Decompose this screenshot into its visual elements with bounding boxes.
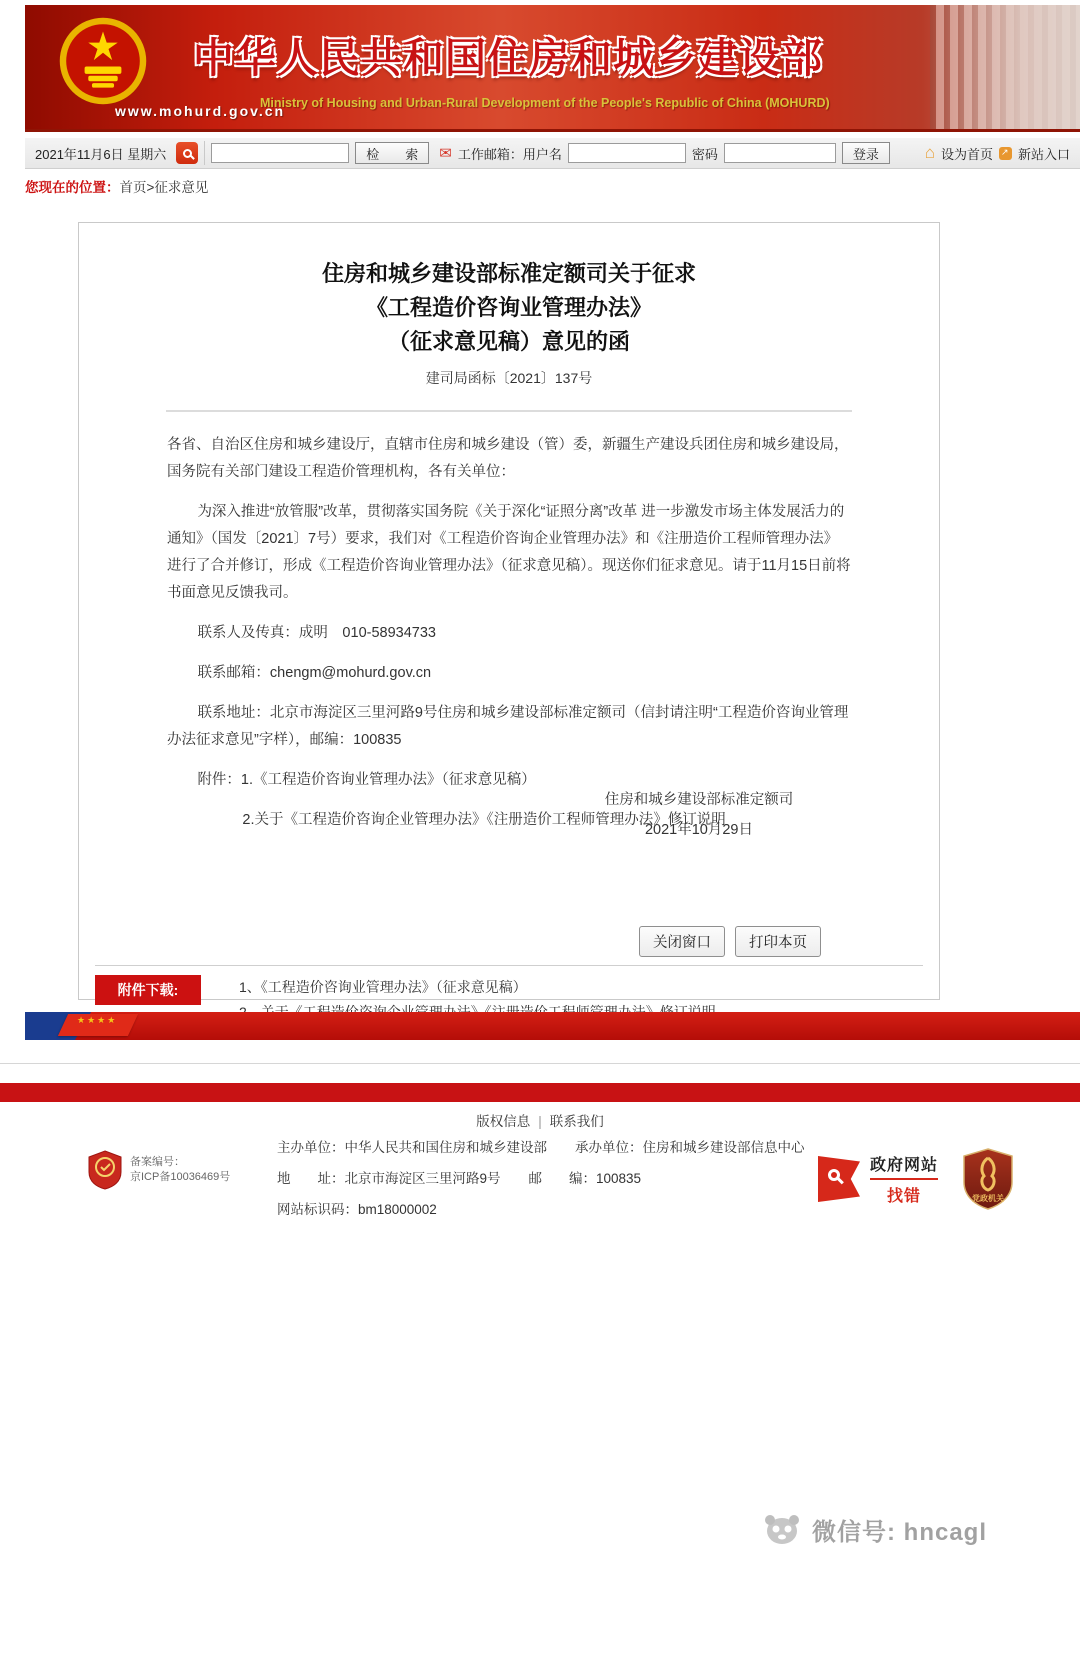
- document-number: 建司局函标〔2021〕137号: [425, 370, 593, 386]
- site-title: 中华人民共和国住房和城乡建设部: [193, 35, 823, 81]
- salutation: 各省、自治区住房和城乡建设厅，直辖市住房和城乡建设（管）委，新疆生产建设兵团住房和城乡建设局，国务院有关部门建设工程造价管理机构，各有关单位：: [167, 437, 849, 480]
- site-code-label: 网站标识码：bm18000002: [277, 1202, 437, 1217]
- signature-block: [559, 785, 839, 845]
- sign-date: 2021年10月29日: [644, 822, 753, 838]
- record-label: 备案编号：: [130, 1156, 185, 1168]
- svg-text:党政机关: 党政机关: [972, 1194, 1004, 1203]
- attachment-line-2: 2.关于《工程造价咨询企业管理办法》《注册造价工程师管理办法》修订说明: [242, 812, 726, 828]
- attachment-line-1: 附件：1.《工程造价咨询业管理办法》（征求意见稿）: [197, 772, 536, 788]
- footer-banner: [25, 1012, 1080, 1040]
- document-title-line3: （征求意见稿）意见的函: [387, 329, 630, 354]
- document-buttons: [639, 926, 821, 957]
- document-header: [79, 223, 939, 388]
- footer-hairline: [0, 1063, 1080, 1064]
- breadcrumb-path[interactable]: 首页>征求意见: [119, 180, 209, 195]
- close-window-button[interactable]: 关闭窗口: [639, 926, 725, 957]
- document-box: [78, 222, 940, 1000]
- breadcrumb: [25, 176, 208, 196]
- icp-record: [88, 1150, 230, 1190]
- party-gov-shield-icon[interactable]: [962, 1148, 1014, 1210]
- contact-email: 联系邮箱：chengm@mohurd.gov.cn: [197, 665, 432, 681]
- document-title-line2: 《工程造价咨询业管理办法》: [365, 295, 652, 320]
- postcode-label: 邮 编：100835: [528, 1171, 642, 1186]
- toolbar: [25, 137, 1080, 169]
- new-site-icon: [999, 147, 1012, 160]
- wechat-logo-icon: [762, 1513, 802, 1547]
- print-page-button[interactable]: 打印本页: [735, 926, 821, 957]
- site-url: www.mohurd.gov.cn: [115, 103, 286, 119]
- document-title-line1: 住房和城乡建设部标准定额司关于征求: [321, 261, 696, 286]
- login-button[interactable]: 登录: [842, 142, 890, 164]
- flag-stars-icon: ★★★★: [77, 1015, 118, 1025]
- gov-err-line1: 政府网站: [870, 1152, 938, 1180]
- document-body: [79, 412, 939, 834]
- signer: 住房和城乡建设部标准定额司: [604, 792, 794, 808]
- mail-icon: ✉: [439, 145, 452, 162]
- copyright-link[interactable]: 版权信息: [476, 1114, 531, 1129]
- gov-site-error-widget[interactable]: [818, 1152, 938, 1206]
- address-label: 地 址：北京市海淀区三里河路9号: [277, 1171, 501, 1186]
- date-label: 2021年11月6日 星期六: [35, 146, 167, 162]
- record-number: 京ICP备10036469号: [130, 1171, 231, 1183]
- password-label: 密码: [691, 146, 718, 162]
- site-banner: [25, 5, 1080, 132]
- download-item-1[interactable]: 1、《工程造价咨询业管理办法》（征求意见稿）: [239, 979, 527, 995]
- gov-err-line2: 找错: [887, 1188, 922, 1205]
- downloads-label: 附件下载:: [95, 975, 201, 1005]
- contact-address: 联系地址：北京市海淀区三里河路9号住房和城乡建设部标准定额司（信封请注明“工程造价咨询业管理办法征求意见”字样），邮编：100835: [167, 705, 849, 748]
- breadcrumb-label: 您现在的位置：: [25, 180, 120, 195]
- toolbar-divider: [204, 141, 205, 165]
- site-subtitle: Ministry of Housing and Urban-Rural Development of the People's Republic of China (MOHURD): [260, 96, 830, 110]
- record-badge-icon: [88, 1150, 122, 1190]
- paragraph-main: 为深入推进“放管服”改革，贯彻落实国务院《关于深化“证照分离”改革 进一步激发市场主体发展活力的通知》（国发〔2021〕7号）要求，我们对《工程造价咨询企业管理办法》和《注册造价工程师管理办法》进行了合并修订，形成《工程造价咨询业管理办法》（征求意见稿）。现送你们征求意见。请于11月15日前将书面意见反馈我司。: [167, 504, 851, 601]
- banner-photo: [930, 5, 1080, 129]
- new-site-link[interactable]: 新站入口: [1017, 146, 1070, 162]
- undertaker-label: 承办单位：住房和城乡建设部信息中心: [575, 1140, 805, 1155]
- watermark-text: 微信号: hncagl: [812, 1519, 988, 1546]
- home-icon: ⌂: [924, 143, 935, 162]
- contact-person: 联系人及传真：成明 010-58934733: [197, 625, 436, 641]
- footer-red-band: [0, 1083, 1080, 1102]
- username-input[interactable]: [568, 143, 686, 163]
- footer-links: [0, 1110, 1080, 1130]
- organizer-label: 主办单位：中华人民共和国住房和城乡建设部: [277, 1140, 547, 1155]
- set-home-link[interactable]: 设为首页: [940, 146, 993, 162]
- mail-login-label: 工作邮箱：用户名: [457, 146, 562, 162]
- password-input[interactable]: [724, 143, 836, 163]
- gov-site-error-icon: [818, 1156, 860, 1202]
- contact-us-link[interactable]: 联系我们: [549, 1114, 604, 1129]
- footer-info: [277, 1140, 805, 1233]
- downloads-divider: [95, 965, 923, 966]
- national-emblem-icon: [57, 15, 149, 107]
- search-icon[interactable]: [176, 142, 198, 164]
- search-button[interactable]: 检 索: [355, 142, 429, 164]
- footer-link-separator: |: [538, 1114, 542, 1129]
- wechat-watermark: [762, 1512, 987, 1547]
- search-input[interactable]: [211, 143, 349, 163]
